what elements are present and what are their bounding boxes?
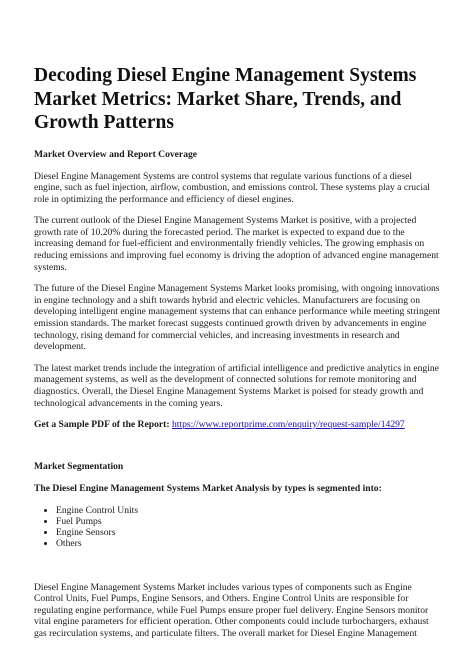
list-item: • Fuel Pumps	[56, 516, 442, 527]
page-title: Decoding Diesel Engine Management Systems Market Metrics: Market Share, Trends, and Growth Patterns	[34, 65, 417, 133]
list-item: • Others	[56, 538, 442, 549]
spacer	[34, 441, 442, 461]
spacer	[34, 550, 442, 582]
paragraph-trends: The latest market trends include the integration of artificial intelligence and predictive analytics in engine management systems, as well as the development of connected solutions for remote monitoring and diagnostics. Overall, the Diesel Engine Management Systems Market is poised for steady growth and technological advancements in the coming years.	[34, 362, 439, 409]
list-item: • Engine Sensors	[56, 527, 442, 538]
sample-label: Get a Sample PDF of the Report:	[34, 419, 170, 431]
sample-link[interactable]: https://www.reportprime.com/enquiry/request-sample/14297	[171, 419, 405, 431]
paragraph-future: The future of the Diesel Engine Management Systems Market looks promising, with ongoing innovations in engine technology and a shift towards hybrid and electric vehicles. Manufacturers are focusing on developing intelligent engine management systems that can enhance performance while meeting stringent emission standards. The market forecast suggests continued growth driven by advancements in engine technology, rising demand for commercial vehicles, and increasing investments in research and development.	[34, 283, 441, 353]
paragraph-outlook: The current outlook of the Diesel Engine Management Systems Market is positive, with a projected growth rate of 10.20% during the forecasted period. The market is expected to expand due to the increasing demand for fuel-efficient and environmentally friendly vehicles. The growing emphasis on reducing emissions and improving fuel economy is driving the adoption of advanced engine management systems.	[34, 215, 439, 273]
sample-line	[34, 419, 442, 431]
segmentation-heading: Market Segmentation	[34, 460, 124, 472]
paragraph-definition: Diesel Engine Management Systems are control systems that regulate various functions of a diesel engine, such as fuel injection, airflow, combustion, and emissions control. These systems play a crucial role in optimizing the performance and efficiency of diesel engines.	[34, 170, 430, 205]
list-item: • Engine Control Units	[56, 505, 442, 516]
paragraph-components: Diesel Engine Management Systems Market includes various types of components such as Engine Control Units, Fuel Pumps, Engine Sensors, and Others. Engine Control Units are responsible for regulating engine performance, while Fuel Pumps ensure proper fuel delivery. Engine Sensors monitor vital engine parameters for efficient operation. Other components could include turbochargers, exhaust gas recirculation systems, and particulate filters. The overall market for Diesel Engine Management	[34, 581, 429, 639]
types-list	[34, 505, 442, 550]
document-page	[34, 64, 442, 650]
overview-heading: Market Overview and Report Coverage	[34, 148, 198, 160]
types-heading: The Diesel Engine Management Systems Market Analysis by types is segmented into:	[34, 482, 382, 494]
